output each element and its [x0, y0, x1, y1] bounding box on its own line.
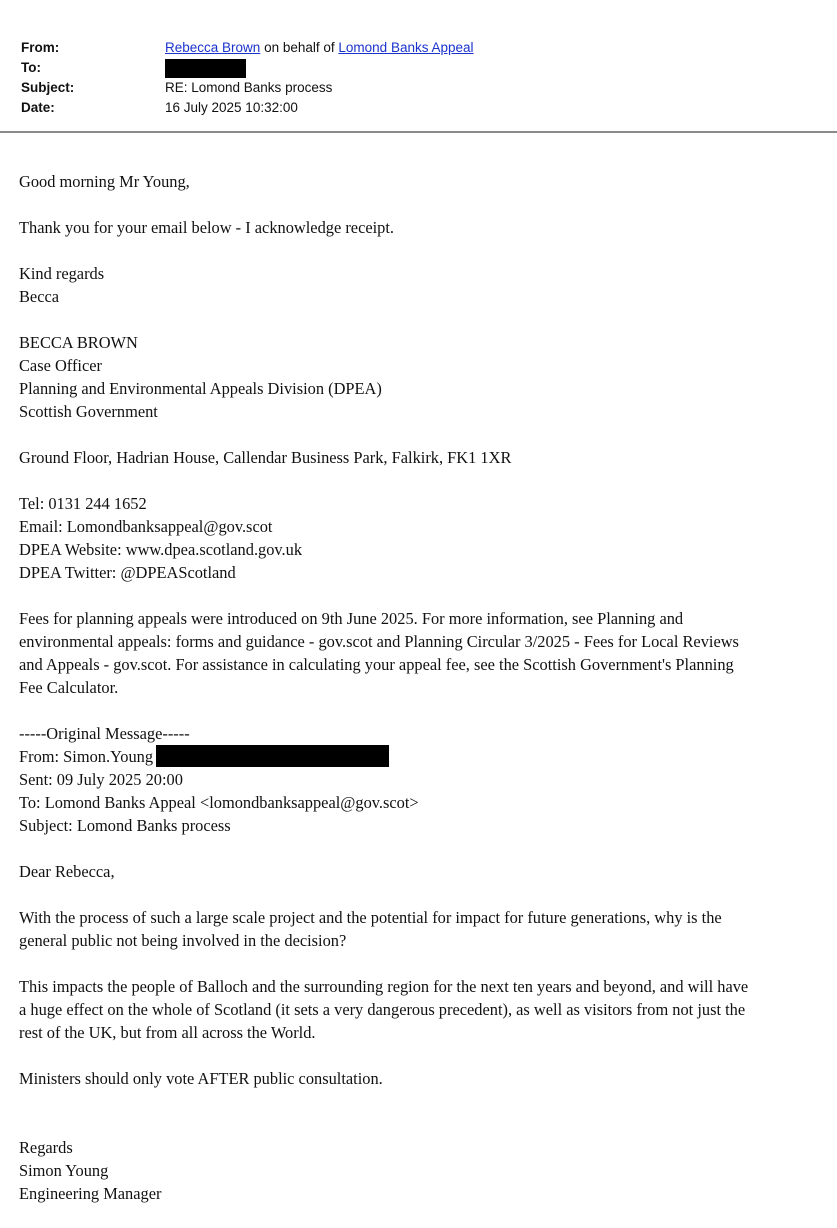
reply-greeting: Good morning Mr Young,: [19, 172, 190, 191]
fees-line: environmental appeals: forms and guidance - gov.scot and Planning Circular 3/2025 - Fees for Local Reviews: [19, 632, 739, 651]
contact-tel: Tel: 0131 244 1652: [19, 494, 147, 513]
original-greeting: Dear Rebecca,: [19, 862, 115, 881]
email-body: [19, 170, 837, 1228]
to-value: [165, 59, 246, 78]
to-label: To:: [21, 60, 41, 75]
paragraph-line: With the process of such a large scale project and the potential for impact for future generations, why is the: [19, 908, 722, 927]
original-paragraph-2: [19, 975, 837, 1044]
contact-website: DPEA Website: www.dpea.scotland.gov.uk: [19, 540, 303, 559]
org-link[interactable]: Lomond Banks Appeal: [338, 40, 474, 55]
fees-line: Fee Calculator.: [19, 678, 119, 697]
date-label: Date:: [21, 100, 55, 115]
subject-value: RE: Lomond Banks process: [165, 80, 333, 95]
paragraph-line: This impacts the people of Balloch and the surrounding region for the next ten years and beyond, and will have: [19, 977, 749, 996]
fees-line: and Appeals - gov.scot. For assistance in calculating your appeal fee, see the Scottish Government's Planning: [19, 655, 734, 674]
original-subject: Subject: Lomond Banks process: [19, 816, 231, 835]
original-marker: -----Original Message-----: [19, 724, 190, 743]
from-label: From:: [21, 40, 60, 55]
original-from-line: [19, 745, 837, 768]
fees-notice: [19, 607, 837, 699]
original-from: From: Simon.Young: [19, 747, 154, 766]
date-value: 16 July 2025 10:32:00: [165, 100, 298, 115]
original-signature: [19, 1136, 837, 1205]
paragraph-line: general public not being involved in the decision?: [19, 931, 347, 950]
reply-closing-block: [19, 262, 837, 308]
redaction-bar: [156, 745, 389, 767]
paragraph-line: rest of the UK, but from all across the World.: [19, 1023, 316, 1042]
fees-line: Fees for planning appeals were introduced on 9th June 2025. For more information, see Planning and: [19, 609, 684, 628]
reply-closing-name: Becca: [19, 287, 60, 306]
original-name: Simon Young: [19, 1161, 109, 1180]
signature-name: BECCA BROWN: [19, 333, 138, 352]
original-paragraph-1: [19, 906, 837, 952]
original-to: To: Lomond Banks Appeal <lomondbanksappeal@gov.scot>: [19, 793, 419, 812]
original-paragraph-3: Ministers should only vote AFTER public consultation.: [19, 1069, 383, 1088]
contact-twitter: DPEA Twitter: @DPEAScotland: [19, 563, 236, 582]
email-header: [0, 0, 837, 133]
signature-division: Planning and Environmental Appeals Division (DPEA): [19, 379, 382, 398]
signature-org: Scottish Government: [19, 402, 158, 421]
original-sent: Sent: 09 July 2025 20:00: [19, 770, 183, 789]
redaction-bar: [165, 59, 246, 78]
signature-title: Case Officer: [19, 356, 102, 375]
sender-link[interactable]: Rebecca Brown: [165, 40, 261, 55]
contact-email: Email: Lomondbanksappeal@gov.scot: [19, 517, 273, 536]
from-value: [165, 39, 474, 57]
subject-label: Subject:: [21, 80, 75, 95]
signature-address: Ground Floor, Hadrian House, Callendar Business Park, Falkirk, FK1 1XR: [19, 448, 512, 467]
original-closing: Regards: [19, 1138, 73, 1157]
paragraph-line: a huge effect on the whole of Scotland (it sets a very dangerous precedent), as well as visitors from not just the: [19, 1000, 746, 1019]
on-behalf-text: on behalf of: [264, 40, 335, 55]
reply-thanks: Thank you for your email below - I acknowledge receipt.: [19, 218, 395, 237]
contact-block: [19, 492, 837, 584]
signature-block: [19, 331, 837, 423]
reply-closing: Kind regards: [19, 264, 105, 283]
original-message-header: [19, 722, 837, 837]
original-title: Engineering Manager: [19, 1184, 162, 1203]
